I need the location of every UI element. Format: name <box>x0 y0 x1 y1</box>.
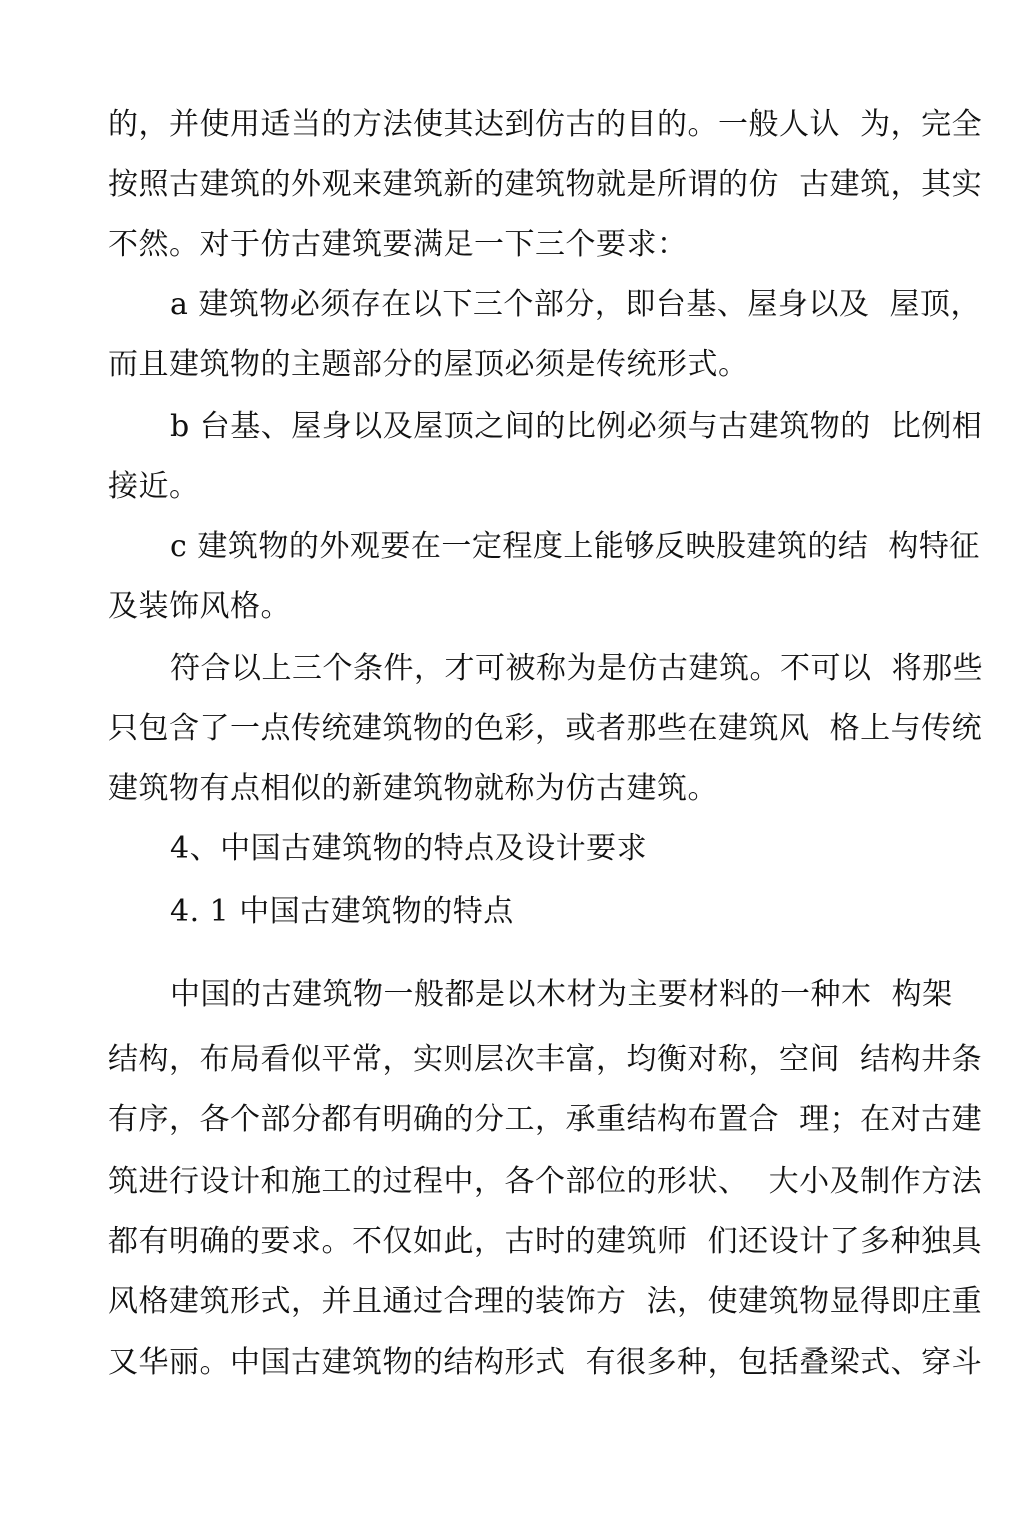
text-line: 及装饰风格。 <box>108 589 291 624</box>
subsection-heading: 4. 1 中国古建筑物的特点 <box>170 894 514 929</box>
text-line: a 建筑物必须存在以下三个部分，即台基、屋身以及 屋顶， <box>170 287 981 322</box>
text-line: 接近。 <box>108 469 200 504</box>
text-line: 有序，各个部分都有明确的分工，承重结构布置合 理；在对古建 <box>108 1102 983 1137</box>
text-line: c 建筑物的外观要在一定程度上能够反映股建筑的结 构特征 <box>170 529 980 564</box>
text-line: 结构，布局看似平常，实则层次丰富，均衡对称，空间 结构井条 <box>108 1042 983 1077</box>
text-line: 而且建筑物的主题部分的屋顶必须是传统形式。 <box>108 347 749 382</box>
text-line: 只包含了一点传统建筑物的色彩，或者那些在建筑风 格上与传统 <box>108 711 983 746</box>
text-line: 筑进行设计和施工的过程中，各个部位的形状、 大小及制作方法 <box>108 1164 983 1199</box>
text-line: 符合以上三个条件，才可被称为是仿古建筑。不可以 将那些 <box>170 651 984 686</box>
text-line: 都有明确的要求。不仅如此，古时的建筑师 们还设计了多种独具 <box>108 1224 983 1259</box>
text-line: 按照古建筑的外观来建筑新的建筑物就是所谓的仿 古建筑，其实 <box>108 167 983 202</box>
section-heading: 4、中国古建筑物的特点及设计要求 <box>170 831 648 866</box>
text-line: 风格建筑形式，并且通过合理的装饰方 法，使建筑物显得即庄重 <box>108 1284 983 1319</box>
text-line: b 台基、屋身以及屋顶之间的比例必须与古建筑物的 比例相 <box>170 409 983 444</box>
text-line: 又华丽。中国古建筑物的结构形式 有很多种，包括叠梁式、穿斗 <box>108 1345 983 1380</box>
text-line: 建筑物有点相似的新建筑物就称为仿古建筑。 <box>108 771 718 806</box>
text-line: 的，并使用适当的方法使其达到仿古的目的。一般人认 为，完全 <box>108 107 983 142</box>
text-line: 不然。对于仿古建筑要满足一下三个要求： <box>108 227 688 262</box>
text-line: 中国的古建筑物一般都是以木材为主要材料的一种木 构架 <box>170 977 953 1012</box>
